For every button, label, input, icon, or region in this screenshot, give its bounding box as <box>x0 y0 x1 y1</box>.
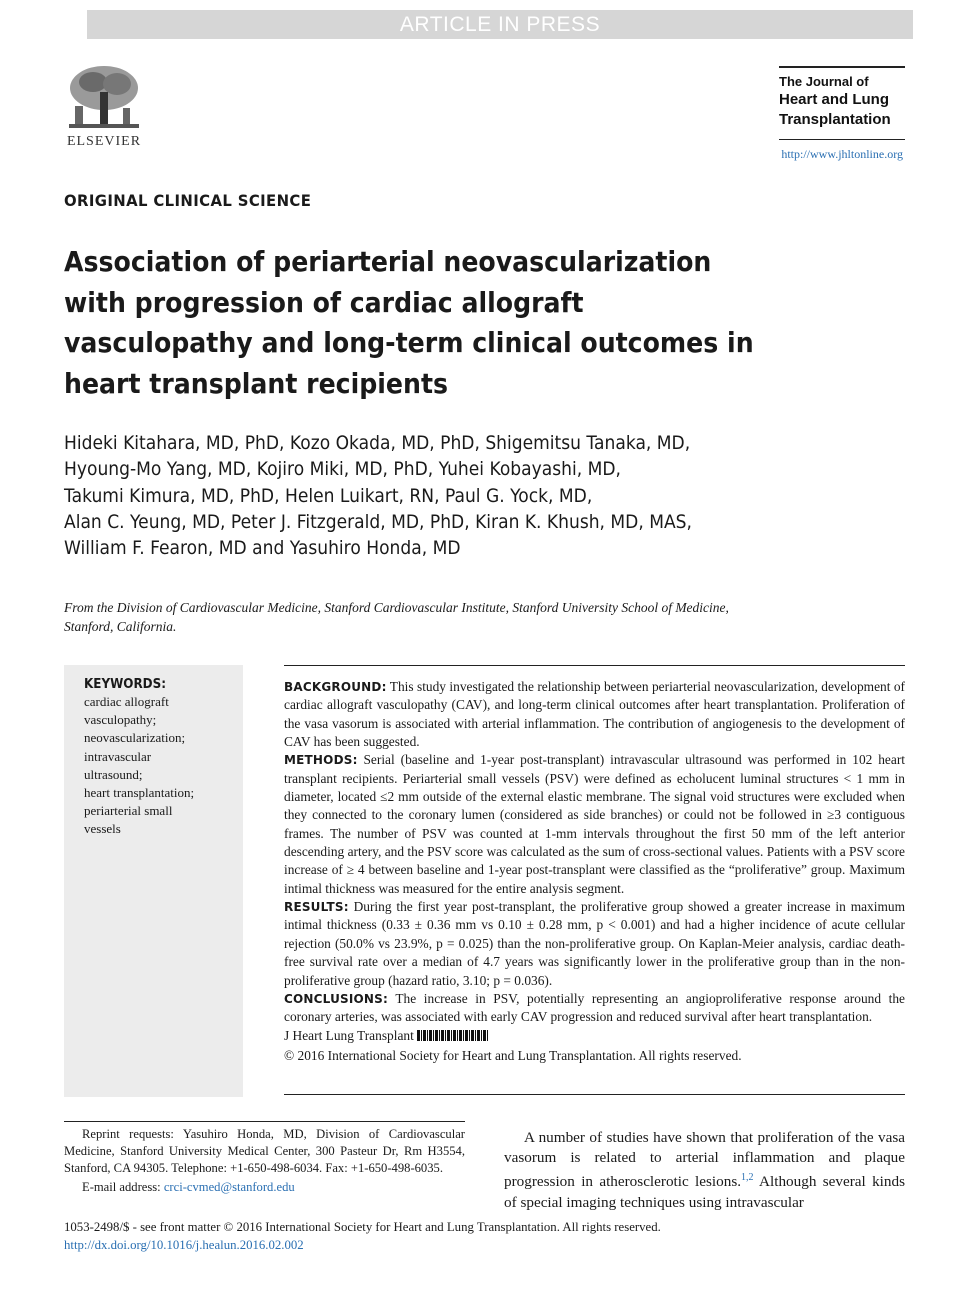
author-line: William F. Fearon, MD and Yasuhiro Honda, MD <box>64 537 461 560</box>
elsevier-logo <box>63 62 145 152</box>
keywords-heading: KEYWORDS: <box>84 677 166 692</box>
results-text: During the first year post-transplant, the proliferative group showed a greater increase in maximum intimal thickness (0.33 ± 0.36 mm vs 0.10 ± 0.28 mm, p < 0.001) and had a higher incidence of acute cellular rejection (50.0% vs 23.9%, p = 0.025) than the non-proliferative group. On Kaplan-Meier analysis, cardiac death-free survival rate over a median of 4.7 years was significantly lower in the proliferative group than in the non-proliferative group (hazard ratio, 3.10; p = 0.036). <box>284 899 905 988</box>
citation-text: J Heart Lung Transplant <box>284 1027 414 1043</box>
abstract-results <box>284 898 905 990</box>
keyword-item: heart transplantation; <box>84 785 195 801</box>
author-line: Hyoung-Mo Yang, MD, Kojiro Miki, MD, PhD, Yuhei Kobayashi, MD, <box>64 458 621 481</box>
methods-text: Serial (baseline and 1-year post-transplant) intravascular ultrasound was performed in 102 heart transplant recipients. Periarterial small vessels (PSV) were defined as echolucent luminal structures < 1 mm in diameter, located ≤2 mm outside of the external elastic membrane. The signal void structures were excluded when they connected to the coronary lumen (considered as side branches) or could not be followed in ≥3 contiguous frames. The number of PSV was counted at 1-mm intervals throughout the first 50 mm of the left anterior descending artery, and the PSV score was calculated as the sum of cross-sectional values. Patients with a PSV score increase of ≥ 4 between baseline and 1-year post-transplant were classified as the “proliferative” group. Maximum intimal thickness was measured for the entire analysis segment. <box>284 752 905 896</box>
author-line: Takumi Kimura, MD, PhD, Helen Luikart, RN, Paul G. Yock, MD, <box>64 484 593 507</box>
email-line <box>64 1179 465 1196</box>
abstract-top-rule <box>284 665 905 666</box>
issn-line: 1053-2498/$ - see front matter © 2016 International Society for Heart and Lung Transplantation. All rights reserved. <box>64 1220 661 1234</box>
conclusions-label: CONCLUSIONS: <box>284 991 389 1006</box>
keywords-box <box>64 665 243 1097</box>
keyword-item: vasculopathy; <box>84 712 157 728</box>
reprint-requests: Reprint requests: Yasuhiro Honda, MD, Division of Cardiovascular Medicine, Stanford University Medical Center, 300 Pasteur Dr, Rm H3554, Stanford, CA 94305. Telephone: +1-650-498-6034. Fax: +1-650-498-6035. <box>64 1127 465 1175</box>
journal-line-3: Transplantation <box>779 111 891 128</box>
section-label: ORIGINAL CLINICAL SCIENCE <box>64 191 312 210</box>
elsevier-tree-icon <box>63 62 145 134</box>
abstract-copyright: © 2016 International Society for Heart and Lung Transplantation. All rights reserved. <box>284 1047 742 1063</box>
article-in-press-banner: ARTICLE IN PRESS <box>87 10 913 39</box>
author-list <box>64 430 766 561</box>
footnote-rule <box>64 1121 465 1122</box>
intro-part-2: Although several kinds of special imaging techniques using intravascular <box>504 1173 905 1211</box>
journal-url-link[interactable]: http://www.jhltonline.org <box>781 147 903 161</box>
author-line: Hideki Kitahara, MD, PhD, Kozo Okada, MD, PhD, Shigemitsu Tanaka, MD, <box>64 432 691 454</box>
doi-link[interactable]: http://dx.doi.org/10.1016/j.healun.2016.02.002 <box>64 1238 304 1252</box>
reference-link[interactable]: 1,2 <box>741 1172 754 1184</box>
abstract <box>284 678 905 1065</box>
intro-paragraph <box>504 1128 905 1213</box>
keyword-item: cardiac allograft <box>84 694 169 709</box>
body-text <box>504 1128 905 1213</box>
keyword-item: vessels <box>84 821 121 837</box>
conclusions-text: The increase in PSV, potentially representing an angioproliferative response around the coronary arteries, was associated with early CAV progression and reduced survival after heart transplantation. <box>284 990 905 1025</box>
journal-line-2: Heart and Lung <box>779 91 890 108</box>
abstract-bottom-rule <box>284 1094 905 1095</box>
keyword-item: neovascularization; <box>84 730 186 746</box>
article-title: Association of periarterial neovascularization with progression of cardiac allograft vasculopathy and long-term clinical outcomes in heart transplant recipients <box>64 245 754 400</box>
methods-label: METHODS: <box>284 753 358 768</box>
intro-part-1: A number of studies have shown that proliferation of the vasa vasorum is related to arterial inflammation and plaque progression in atherosclerotic lesions. <box>504 1129 905 1191</box>
affiliation: From the Division of Cardiovascular Medicine, Stanford Cardiovascular Institute, Stanford University School of Medicine, Stanford, California. <box>64 600 729 634</box>
results-label: RESULTS: <box>284 900 349 915</box>
abstract-methods <box>284 751 905 898</box>
journal-name <box>779 66 905 130</box>
author-line: Alan C. Yeung, MD, Peter J. Fitzgerald, MD, PhD, Kiran K. Khush, MD, MAS, <box>64 510 692 533</box>
journal-citation <box>284 1027 905 1045</box>
elsevier-wordmark: ELSEVIER <box>66 134 142 149</box>
footnote <box>64 1126 465 1196</box>
abstract-background <box>284 678 905 751</box>
abstract-conclusions <box>284 990 905 1027</box>
page-footer <box>64 1218 904 1254</box>
keyword-item: periarterial small <box>84 803 173 819</box>
keywords-list <box>84 693 235 839</box>
keyword-item: ultrasound; <box>84 766 143 782</box>
background-label: BACKGROUND: <box>284 680 387 694</box>
citation-placeholder-icon <box>417 1030 489 1041</box>
background-text: This study investigated the relationship between periarterial neovascularization, development of cardiac allograft vasculopathy (CAV), and long-term clinical outcomes after heart transplantation. Proliferation of the vasa vasorum is associated with arterial inflammation. The contribution of angiogenesis to the development of CAV has been suggested. <box>284 679 906 750</box>
journal-divider <box>779 139 905 140</box>
journal-line-1: The Journal of <box>779 74 869 89</box>
keyword-item: intravascular <box>84 748 152 764</box>
email-label: E-mail address: <box>82 1180 161 1194</box>
email-link[interactable]: crci-cvmed@stanford.edu <box>163 1180 295 1194</box>
